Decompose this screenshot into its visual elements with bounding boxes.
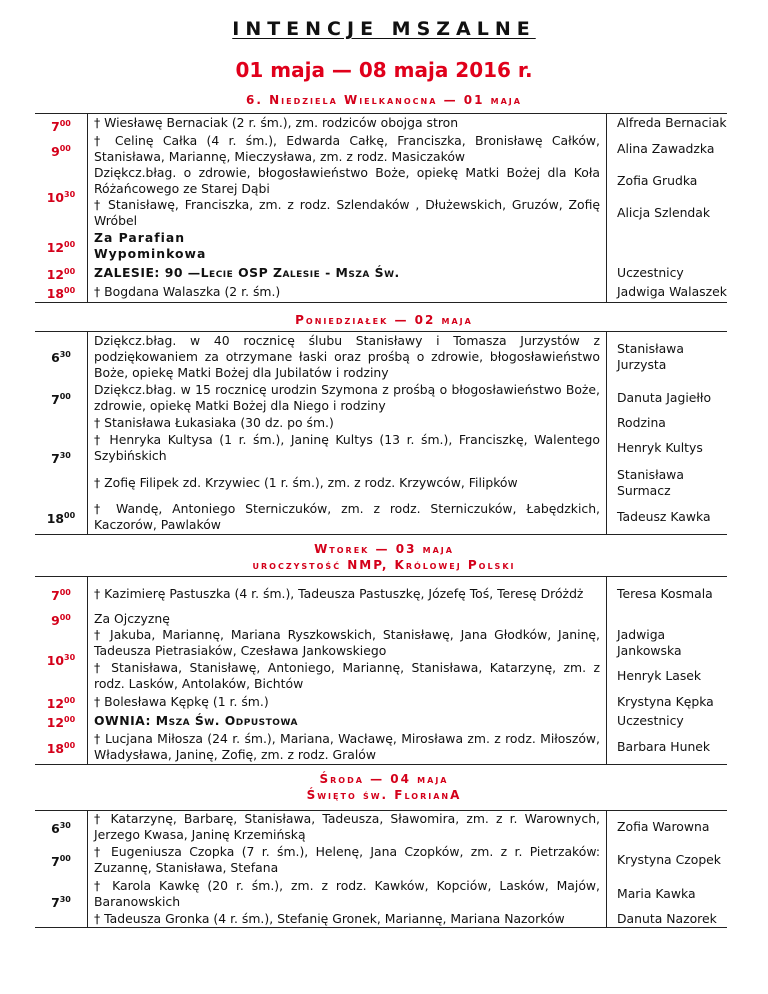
requester: Krystyna Kępka — [617, 694, 714, 709]
section-subheading-tuesday: uroczystość NMP, Królowej Polski — [252, 558, 516, 572]
requester: Maria Kawka — [617, 885, 696, 901]
requester: Krystyna Czopek — [617, 852, 721, 867]
time-cell: $18^{00}$ — [35, 501, 88, 535]
intention-text: † Stanisława, Stanisławę, Antoniego, Mariannę, Stanisława, Katarzynę, zm. z rodz. Lasków, Antolaków, Bichtów — [88, 659, 607, 693]
intention-text: † Celinę Całka (4 r. śm.), Edwarda Całkę, Franciszka, Bronisławę Całków, Stanisława, Mariannę, Mieczysława, zm. z rodz. Masiczaków — [88, 133, 607, 165]
section-subheading-wednesday: Święto św. FlorianA — [306, 788, 462, 802]
time-cell: $18^{00}$ — [35, 731, 88, 765]
intention-text: † Katarzynę, Barbarę, Stanisława, Tadeusza, Sławomira, zm. z r. Warownych, Jerzego Kwasa, Janinę Krzemińską — [88, 811, 607, 844]
page-title: INTENCJE MSZALNE — [232, 18, 536, 40]
section-heading-sunday: 6. Niedziela Wielkanocna — 01 maja — [246, 93, 522, 107]
intention-text: † Zofię Filipek zd. Krzywiec (1 r. śm.), zm. z rodz. Krzywców, Filipków — [88, 465, 607, 501]
intention-text: † Henryka Kultysa (1 r. śm.), Janinę Kultys (13 r. śm.), Franciszkę, Walentego Szybińskich — [88, 432, 607, 465]
requester: Henryk Lasek — [617, 667, 702, 683]
requester: Uczestnicy — [617, 713, 684, 728]
intention-text: Wypominkowa — [94, 246, 207, 261]
intention-text: † Stanisława Łukasiaka (30 dz. po śm.) — [88, 415, 607, 432]
requester: Jadwiga Walaszek — [617, 284, 727, 299]
intention-text: † Lucjana Miłosza (24 r. śm.), Mariana, Wacławę, Mirosława zm. z rodz. Miłoszów, Władysława, Janinę, Zofię, zm. z rodz. Gralów — [88, 731, 607, 765]
date-range: 01 maja — 08 maja 2016 r. — [235, 58, 533, 82]
time-cell: $12^{00}$ — [35, 229, 88, 264]
time-cell: $6^{30}$ — [35, 811, 88, 844]
requester: Jadwiga Jankowska — [617, 626, 682, 658]
requester: Alfreda Bernaciak — [617, 115, 727, 131]
intention-text: † Wiesławę Bernaciak (2 r. śm.), zm. rodziców obojga stron — [88, 114, 607, 133]
time-cell: $7^{00}$ $9^{00}$ — [35, 577, 88, 627]
requester: Stanisława Surmacz — [617, 466, 684, 498]
intention-text: † Jakuba, Mariannę, Mariana Ryszkowskich, Stanisławę, Jana Głodków, Janinę, Tadeusza Pietrasiaków, Czesława Jankowskiego — [88, 627, 607, 659]
requester: Alicja Szlendak — [617, 204, 711, 220]
intention-text: Dziękcz.błag. o zdrowie, błogosławieństwo Boże, opiekę Matki Bożej dla Koła Różańcowego ze Starej Dąbi — [88, 165, 607, 197]
time-cell: $12^{00}$ — [35, 264, 88, 283]
time-cell: $10^{30}$ — [35, 627, 88, 693]
intention-text: † Tadeusza Gronka (4 r. śm.), Stefanię Gronek, Mariannę, Mariana Nazorków — [88, 911, 607, 928]
time-cell: $7^{00}$ — [35, 382, 88, 415]
intention-text: Dziękcz.błag. w 15 rocznicę urodzin Szymona z prośbą o błogosławieństwo Boże, zdrowie, opiekę Matki Bożej dla Niego i rodziny — [88, 382, 607, 415]
intention-text: † Karola Kawkę (20 r. śm.), zm. z rodz. Kawków, Kopciów, Lasków, Majów, Baranowskich — [88, 877, 607, 911]
monday-table — [35, 331, 727, 535]
time-cell: $10^{30}$ — [35, 165, 88, 229]
requester: Zofia Grudka — [617, 172, 698, 188]
requester: Zofia Warowna — [617, 819, 710, 835]
requester: Danuta Nazorek — [617, 910, 717, 926]
section-heading-wednesday: Środa — 04 maja — [319, 772, 449, 786]
intention-text: † Bolesława Kępkę (1 r. śm.) — [88, 693, 607, 712]
section-heading-tuesday: Wtorek — 03 maja — [314, 542, 454, 556]
requester: Uczestnicy — [617, 265, 684, 280]
tuesday-table — [35, 576, 727, 765]
time-cell: $7^{30}$ — [35, 415, 88, 501]
intention-text: OWNIA: Msza Św. Odpustowa — [88, 712, 607, 731]
intention-text: † Stanisławę, Franciszka, zm. z rodz. Szlendaków , Dłużewskich, Gruzów, Zofię Wróbel — [88, 197, 607, 229]
intention-text: Dziękcz.błag. w 40 rocznicę ślubu Stanisławy i Tomasza Jurzystów z podziękowaniem za otrzymane łaski oraz prośbą o zdrowie, błogosławieństwo Boże, opiekę Matki Bożej dla Jubilatów i rodziny — [88, 332, 607, 382]
section-heading-monday: Poniedziałek — 02 maja — [295, 313, 473, 327]
time-cell: $18^{00}$ — [35, 283, 88, 303]
requester: Tadeusz Kawka — [617, 509, 711, 525]
intention-text: Za Parafian — [94, 230, 186, 245]
time-cell: $7^{00}$ $9^{00}$ — [35, 114, 88, 165]
requester: Rodzina — [617, 415, 666, 430]
requester: Danuta Jagiełło — [617, 390, 712, 405]
intention-text: † Eugeniusza Czopka (7 r. śm.), Helenę, Jana Czopków, zm. z r. Pietrzaków: Zuzannę, Stanisława, Stefana — [88, 844, 607, 877]
requester: Alina Zawadzka — [617, 140, 715, 156]
intention-text: † Kazimierę Pastuszka (4 r. śm.), Tadeusza Pastuszkę, Józefę Toś, Teresę Dróżdż — [88, 577, 607, 611]
time-cell: $7^{00}$ — [35, 844, 88, 877]
intention-text: ZALESIE: 90 —Lecie OSP Zalesie - Msza Św. — [88, 264, 607, 283]
intention-text: † Bogdana Walaszka (2 r. śm.) — [88, 283, 607, 303]
wednesday-table — [35, 810, 727, 928]
time-cell: $7^{30}$ — [35, 877, 88, 928]
intention-text: Za Ojczyznę — [88, 611, 607, 627]
requester: Stanisława Jurzysta — [617, 340, 684, 372]
time-cell: $12^{00}$ — [35, 693, 88, 712]
sunday-table — [35, 113, 727, 303]
time-cell: $6^{30}$ — [35, 332, 88, 382]
time-cell: $12^{00}$ — [35, 712, 88, 731]
requester: Henryk Kultys — [617, 440, 703, 455]
requester: Barbara Hunek — [617, 739, 711, 755]
requester: Teresa Kosmala — [617, 585, 713, 601]
intention-text: † Wandę, Antoniego Sterniczuków, zm. z rodz. Sterniczuków, Łabędzkich, Kaczorów, Pawlaków — [88, 501, 607, 535]
